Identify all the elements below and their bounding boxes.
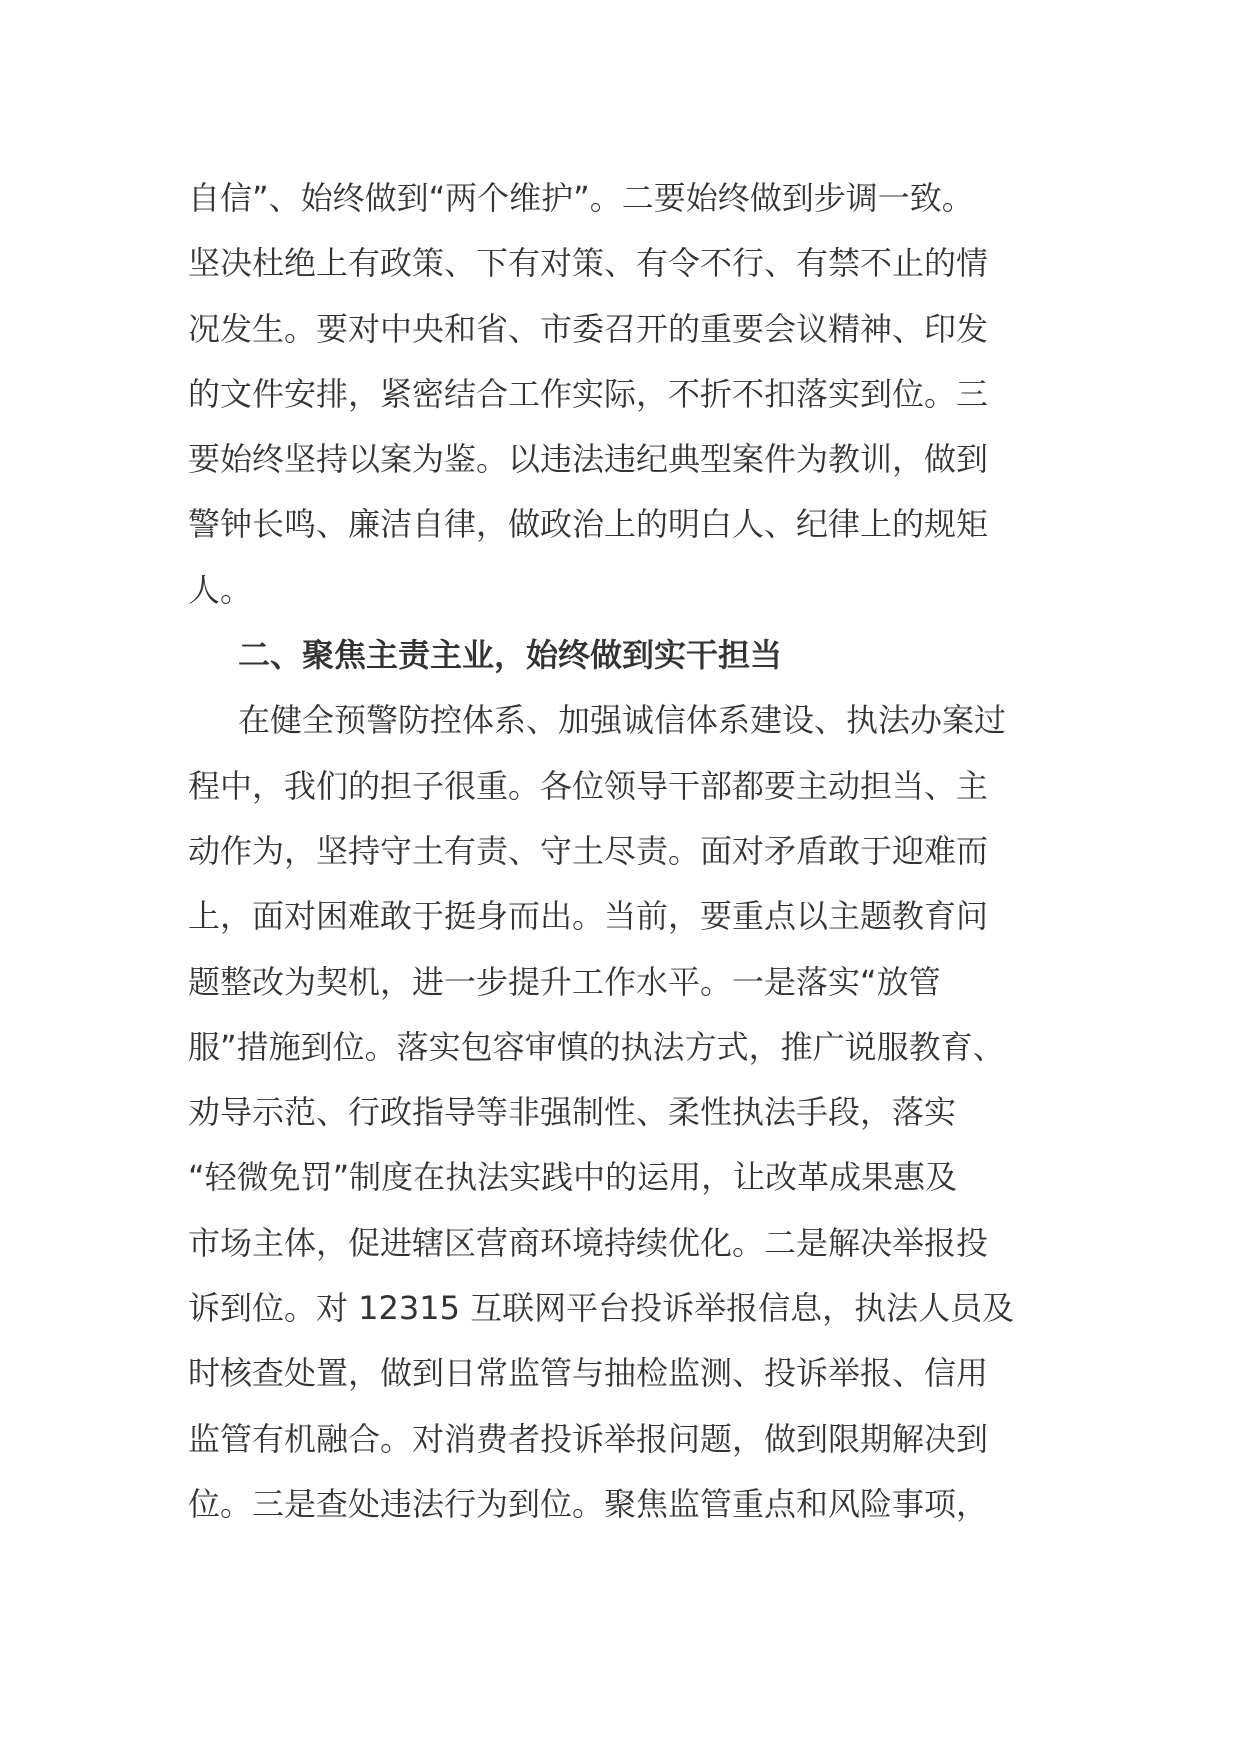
paragraph-line: 题整改为契机，进一步提升工作水平。一是落实“放管	[188, 962, 941, 1001]
paragraph-line: 警钟长鸣、廉洁自律，做政治上的明白人、纪律上的规矩	[188, 505, 989, 544]
paragraph-line: 时核查处置，做到日常监管与抽检监测、投诉举报、信用	[188, 1354, 989, 1393]
paragraph-line: 人。	[188, 570, 253, 609]
paragraph-line: 的文件安排，紧密结合工作实际，不折不扣落实到位。三	[188, 374, 989, 413]
paragraph-line: 在健全预警防控体系、加强诚信体系建设、执法办案过	[238, 701, 1007, 740]
paragraph-line: 动作为，坚持守土有责、守土尽责。面对矛盾敢于迎难而	[188, 831, 989, 870]
paragraph-line: 劝导示范、行政指导等非强制性、柔性执法手段，落实	[188, 1093, 957, 1132]
paragraph-line: “轻微免罚”制度在执法实践中的运用，让改革成果惠及	[188, 1158, 958, 1197]
paragraph-line: 要始终坚持以案为鉴。以违法违纪典型案件为教训，做到	[188, 440, 989, 479]
document-body	[188, 166, 1058, 1537]
paragraph-line: 监管有机融合。对消费者投诉举报问题，做到限期解决到	[188, 1419, 989, 1458]
paragraph-line: 自信”、始终做到“两个维护”。二要始终做到步调一致。	[188, 179, 974, 217]
paragraph-line: 服”措施到位。落实包容审慎的执法方式，推广说服教育、	[188, 1027, 1005, 1066]
paragraph-line: 市场主体，促进辖区营商环境持续优化。二是解决举报投	[188, 1223, 989, 1262]
section-heading: 二、聚焦主责主业，始终做到实干担当	[238, 636, 783, 675]
paragraph-line: 坚决杜绝上有政策、下有对策、有令不行、有禁不止的情	[188, 244, 989, 283]
paragraph-line: 况发生。要对中央和省、市委召开的重要会议精神、印发	[188, 309, 989, 348]
paragraph-line: 上，面对困难敢于挺身而出。当前，要重点以主题教育问	[188, 897, 989, 936]
paragraph-line: 程中，我们的担子很重。各位领导干部都要主动担当、主	[188, 766, 989, 805]
paragraph-line: 诉到位。对 12315 互联网平台投诉举报信息，执法人员及	[188, 1289, 1015, 1328]
paragraph-line: 位。三是查处违法行为到位。聚焦监管重点和风险事项，	[188, 1484, 989, 1523]
